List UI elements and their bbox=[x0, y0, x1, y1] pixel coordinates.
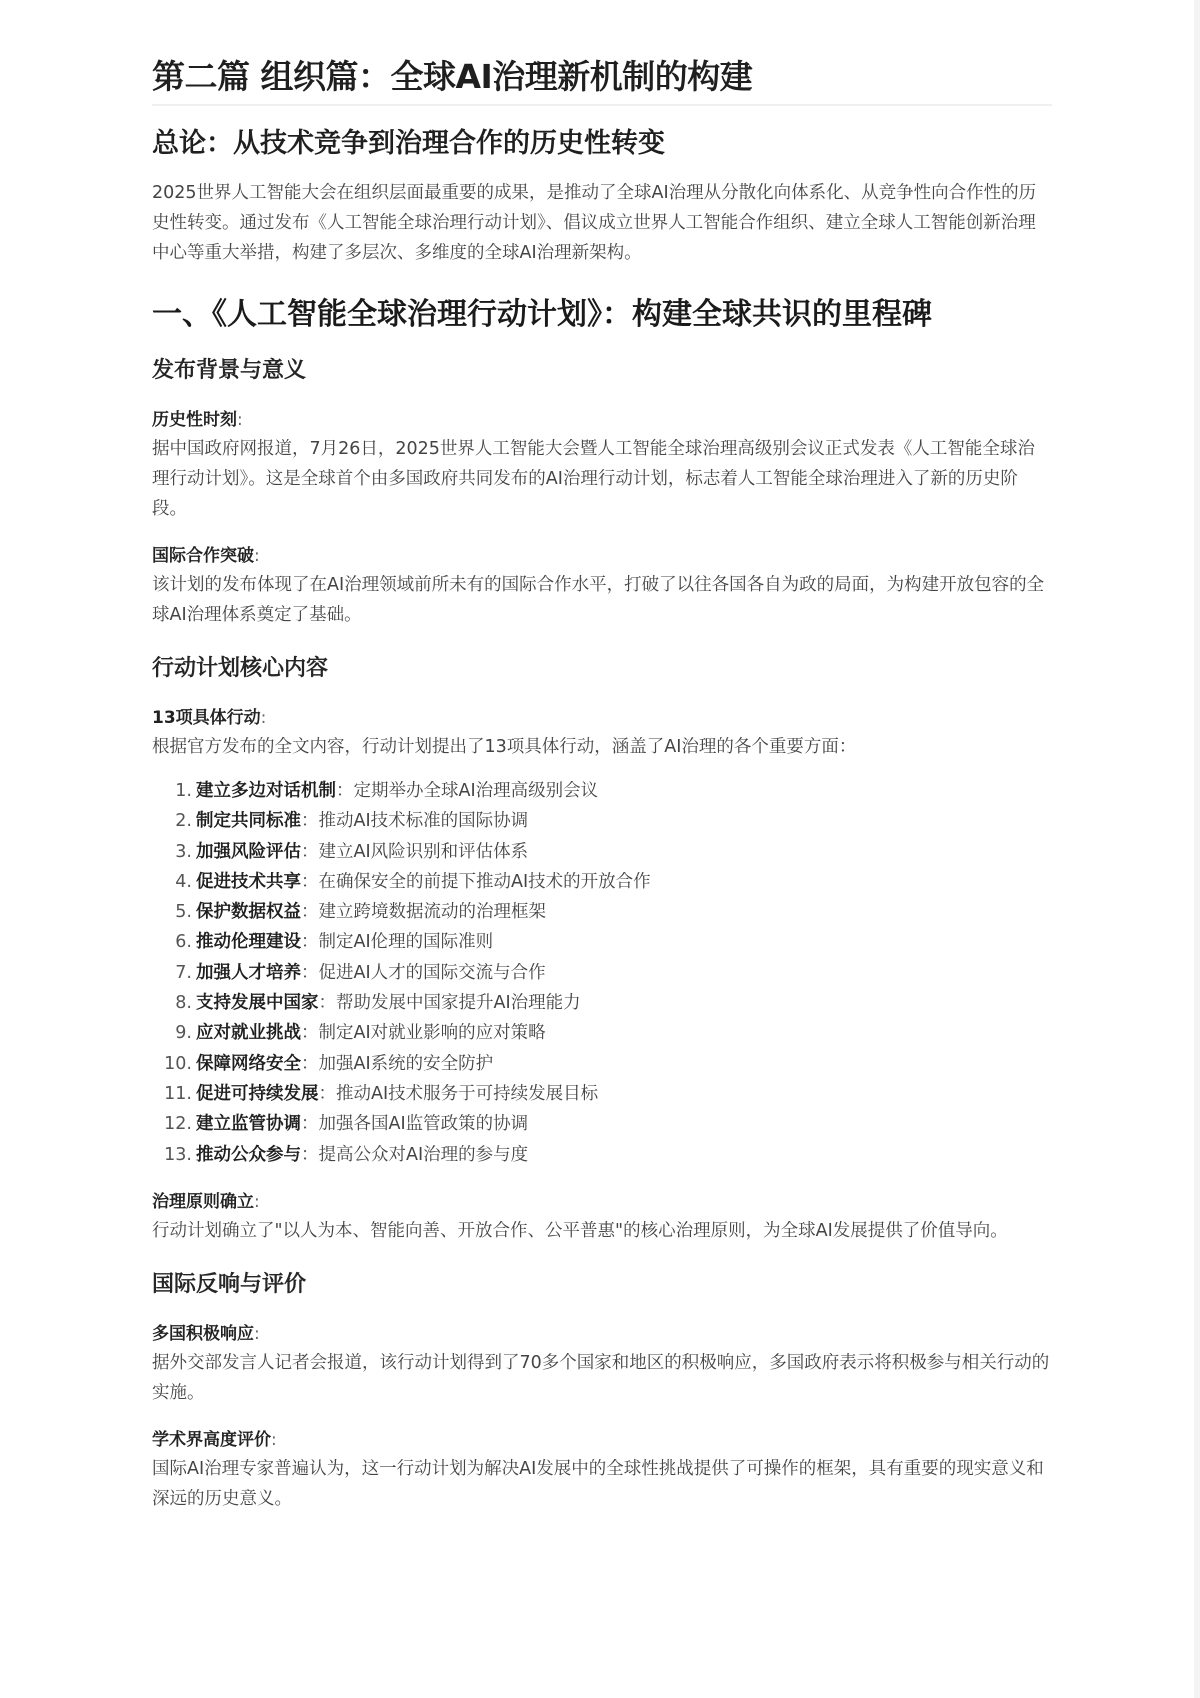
section-1-heading: 一、《人工智能全球治理行动计划》：构建全球共识的里程碑 bbox=[152, 297, 932, 332]
document-title: 第二篇 组织篇：全球AI治理新机制的构建 bbox=[152, 52, 1052, 106]
item-key: 建立监管协调 bbox=[196, 1114, 301, 1135]
item-number: 6. bbox=[175, 932, 192, 953]
item-key: 促进技术共享 bbox=[196, 871, 301, 892]
academic-evaluation-block bbox=[152, 1426, 1052, 1514]
list-item bbox=[152, 1140, 1052, 1170]
list-item bbox=[152, 1079, 1052, 1109]
item-description: 推动AI技术标准的国际协调 bbox=[318, 811, 529, 832]
block-colon: : bbox=[254, 1323, 260, 1344]
block-text: 国际AI治理专家普遍认为，这一行动计划为解决AI发展中的全球性挑战提供了可操作的框架，具有重要的现实意义和深远的历史意义。 bbox=[152, 1458, 1044, 1509]
block-label: 治理原则确立 bbox=[152, 1191, 254, 1212]
item-separator: ： bbox=[318, 1083, 336, 1104]
item-key: 保障网络安全 bbox=[196, 1053, 301, 1074]
actions-intro-block bbox=[152, 704, 1052, 762]
list-item bbox=[152, 776, 1052, 806]
background-heading: 发布背景与意义 bbox=[152, 358, 307, 383]
item-number: 4. bbox=[175, 871, 192, 892]
block-text: 根据官方发布的全文内容，行动计划提出了13项具体行动，涵盖了AI治理的各个重要方面： bbox=[152, 737, 857, 757]
international-cooperation-block bbox=[152, 542, 1052, 630]
item-key: 制定共同标准 bbox=[196, 811, 301, 832]
item-number: 2. bbox=[175, 811, 192, 832]
block-label: 学术界高度评价 bbox=[152, 1429, 271, 1450]
item-separator: ： bbox=[336, 781, 354, 801]
block-colon: : bbox=[254, 1191, 260, 1212]
list-item bbox=[152, 988, 1052, 1018]
item-separator: ： bbox=[301, 811, 319, 832]
block-colon: : bbox=[260, 708, 267, 728]
item-number: 1. bbox=[175, 781, 192, 801]
list-item bbox=[152, 1109, 1052, 1139]
list-item bbox=[152, 1049, 1052, 1079]
item-number: 9. bbox=[175, 1023, 192, 1044]
item-number: 5. bbox=[175, 902, 192, 923]
item-number: 13. bbox=[164, 1144, 192, 1165]
item-key: 加强人才培养 bbox=[196, 962, 301, 983]
item-number: 12. bbox=[164, 1114, 192, 1135]
item-separator: ： bbox=[301, 1144, 319, 1165]
item-number: 8. bbox=[175, 993, 192, 1014]
item-description: 建立AI风险识别和评估体系 bbox=[318, 841, 529, 862]
item-description: 制定AI对就业影响的应对策略 bbox=[318, 1023, 546, 1044]
item-key: 推动公众参与 bbox=[196, 1144, 301, 1165]
item-description: 推动AI技术服务于可持续发展目标 bbox=[336, 1083, 599, 1104]
item-key: 促进可持续发展 bbox=[196, 1083, 319, 1104]
item-description: 加强AI系统的安全防护 bbox=[318, 1053, 494, 1074]
block-colon: : bbox=[237, 410, 243, 430]
item-description: 加强各国AI监管政策的协调 bbox=[318, 1114, 529, 1135]
item-key: 应对就业挑战 bbox=[196, 1023, 301, 1044]
item-key: 支持发展中国家 bbox=[196, 993, 319, 1014]
list-item bbox=[152, 897, 1052, 927]
block-text: 行动计划确立了"以人为本、智能向善、开放合作、公平普惠"的核心治理原则，为全球AI发展提供了价值导向。 bbox=[152, 1220, 1008, 1241]
item-separator: ： bbox=[301, 1023, 319, 1044]
list-item bbox=[152, 837, 1052, 867]
item-separator: ： bbox=[301, 871, 319, 892]
item-number: 3. bbox=[175, 841, 192, 862]
item-separator: ： bbox=[301, 1114, 319, 1135]
item-description: 建立跨境数据流动的治理框架 bbox=[318, 902, 546, 923]
principles-block bbox=[152, 1188, 1052, 1246]
block-text: 据外交部发言人记者会报道，该行动计划得到了70多个国家和地区的积极响应，多国政府表示将积极参与相关行动的实施。 bbox=[152, 1352, 1050, 1403]
item-key: 保护数据权益 bbox=[196, 902, 301, 923]
core-content-heading: 行动计划核心内容 bbox=[152, 656, 329, 681]
response-heading: 国际反响与评价 bbox=[152, 1271, 307, 1297]
block-colon: : bbox=[254, 546, 260, 566]
list-item bbox=[152, 927, 1052, 957]
item-key: 加强风险评估 bbox=[196, 841, 301, 862]
historic-moment-block bbox=[152, 406, 1052, 524]
list-item bbox=[152, 806, 1052, 836]
overview-paragraph: 2025世界人工智能大会在组织层面最重要的成果，是推动了全球AI治理从分散化向体系化、从竞争性向合作性的历史性转变。通过发布《人工智能全球治理行动计划》、倡议成立世界人工智能合作组织、建立全球人工智能创新治理中心等重大举措，构建了多层次、多维度的全球AI治理新架构。 bbox=[152, 183, 1037, 263]
overview-heading: 总论：从技术竞争到治理合作的历史性转变 bbox=[152, 128, 665, 159]
actions-list bbox=[152, 776, 1052, 1170]
item-separator: ： bbox=[301, 932, 319, 953]
item-description: 提高公众对AI治理的参与度 bbox=[318, 1144, 529, 1165]
item-separator: ： bbox=[318, 993, 336, 1014]
block-colon: : bbox=[271, 1429, 277, 1450]
block-label: 国际合作突破 bbox=[152, 546, 254, 566]
block-label: 历史性时刻 bbox=[152, 410, 237, 430]
block-label: 多国积极响应 bbox=[152, 1323, 254, 1344]
item-description: 在确保安全的前提下推动AI技术的开放合作 bbox=[318, 871, 651, 892]
list-item bbox=[152, 867, 1052, 897]
item-description: 定期举办全球AI治理高级别会议 bbox=[353, 781, 599, 801]
list-item bbox=[152, 958, 1052, 988]
item-separator: ： bbox=[301, 841, 319, 862]
item-key: 建立多边对话机制 bbox=[196, 781, 336, 801]
block-text: 该计划的发布体现了在AI治理领域前所未有的国际合作水平，打破了以往各国各自为政的局面，为构建开放包容的全球AI治理体系奠定了基础。 bbox=[152, 575, 1045, 625]
item-description: 制定AI伦理的国际准则 bbox=[318, 932, 494, 953]
item-separator: ： bbox=[301, 962, 319, 983]
page-edge bbox=[1194, 0, 1200, 1698]
item-description: 帮助发展中国家提升AI治理能力 bbox=[336, 993, 581, 1014]
block-text: 据中国政府网报道，7月26日，2025世界人工智能大会暨人工智能全球治理高级别会议正式发表《人工智能全球治理行动计划》。这是全球首个由多国政府共同发布的AI治理行动计划，标志着人工智能全球治理进入了新的历史阶段。 bbox=[152, 439, 1035, 519]
item-number: 10. bbox=[164, 1053, 192, 1074]
item-description: 促进AI人才的国际交流与合作 bbox=[318, 962, 546, 983]
block-label: 13项具体行动 bbox=[152, 708, 261, 728]
item-separator: ： bbox=[301, 902, 319, 923]
multinational-response-block bbox=[152, 1320, 1052, 1408]
item-number: 7. bbox=[175, 962, 192, 983]
item-key: 推动伦理建设 bbox=[196, 932, 301, 953]
list-item bbox=[152, 1018, 1052, 1048]
item-separator: ： bbox=[301, 1053, 319, 1074]
document-page bbox=[152, 52, 1052, 1514]
item-number: 11. bbox=[164, 1083, 192, 1104]
